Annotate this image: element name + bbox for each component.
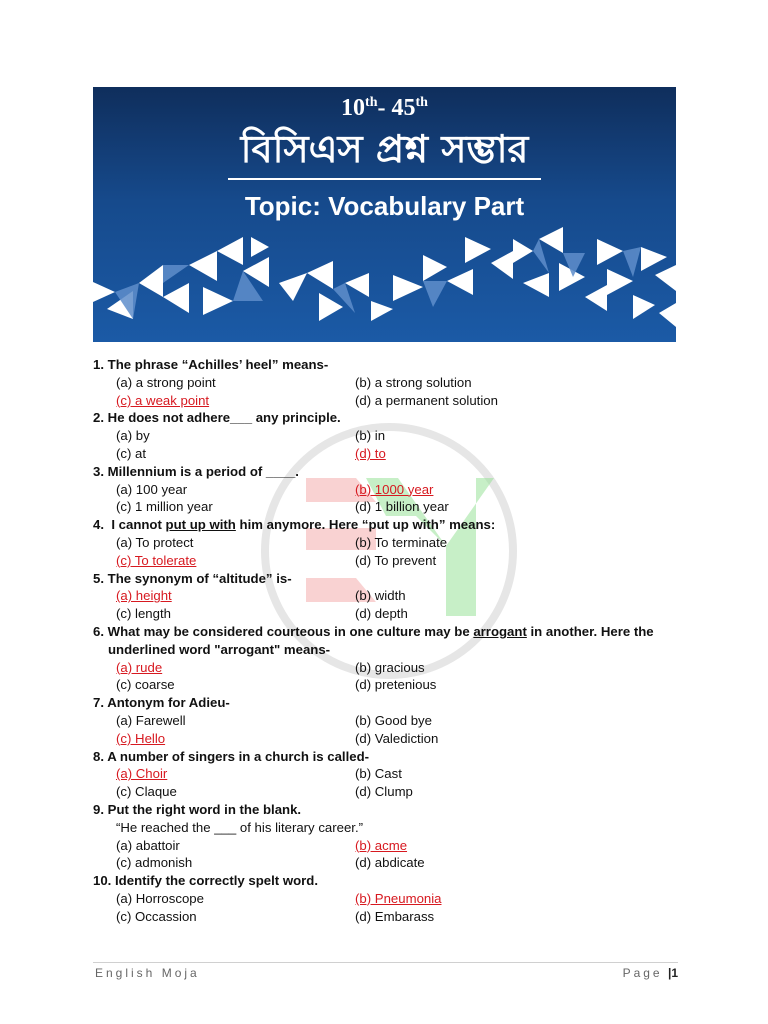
option: (d) pretenious	[355, 677, 437, 693]
option-grid	[93, 427, 693, 463]
option: (c) admonish	[116, 855, 193, 871]
option: (c) Claque	[116, 784, 177, 800]
option: (a) To protect	[116, 534, 194, 550]
question-item	[93, 872, 693, 925]
correct-option: (a) Choir	[116, 766, 168, 782]
question-text: 4. I cannot put up with him anymore. Here “put up with” means:	[93, 517, 496, 533]
option: (b) width	[355, 588, 406, 604]
correct-option: (b) Pneumonia	[355, 890, 442, 906]
question-item	[93, 463, 693, 516]
option: (d) abdicate	[355, 855, 425, 871]
option-grid	[93, 534, 693, 570]
option: (d) depth	[355, 606, 408, 622]
option: (b) Good bye	[355, 712, 432, 728]
option: (a) abattoir	[116, 837, 180, 853]
correct-option: (c) Hello	[116, 730, 166, 746]
option: (c) length	[116, 606, 171, 622]
option-grid	[93, 659, 693, 695]
question-text: 7. Antonym for Adieu-	[93, 695, 230, 711]
option: (c) coarse	[116, 677, 175, 693]
option: (d) 1 billion year	[355, 499, 449, 515]
question-item	[93, 694, 693, 747]
option: (c) at	[116, 445, 147, 461]
option-grid	[93, 837, 693, 873]
option: (a) Farewell	[116, 712, 186, 728]
correct-option: (c) To tolerate	[116, 552, 197, 568]
option: (b) To terminate	[355, 534, 448, 550]
question-item	[93, 570, 693, 623]
title-underline	[228, 178, 541, 180]
correct-option: (d) to	[355, 445, 386, 461]
option: (a) a strong point	[116, 374, 216, 390]
question-list	[93, 356, 693, 926]
option: (d) To prevent	[355, 552, 437, 568]
option: (a) 100 year	[116, 481, 188, 497]
exam-range: 10th- 45th	[341, 95, 428, 121]
question-text: 3. Millennium is a period of ____.	[93, 463, 299, 479]
page-number: Page |1	[622, 966, 678, 980]
option: (b) a strong solution	[355, 374, 472, 390]
question-quote: “He reached the ___ of his literary career.”	[116, 819, 364, 835]
question-text: 9. Put the right word in the blank.	[93, 801, 302, 817]
option: (c) Occassion	[116, 908, 197, 924]
correct-option: (b) 1000 year	[355, 481, 434, 497]
correct-option: (c) a weak point	[116, 392, 210, 408]
question-item	[93, 801, 693, 872]
question-text-continued: underlined word "arrogant" means-	[108, 641, 331, 657]
option: (c) 1 million year	[116, 499, 213, 515]
banner-title: বিসিএস প্রশ্ন সম্ভার	[240, 127, 529, 171]
question-item	[93, 748, 693, 801]
correct-option: (a) height	[116, 588, 172, 604]
question-text: 1. The phrase “Achilles’ heel” means-	[93, 357, 329, 372]
option: (a) by	[116, 428, 150, 444]
topic-heading: Topic: Vocabulary Part	[244, 191, 525, 221]
correct-option: (b) acme	[355, 837, 408, 853]
option-grid	[93, 587, 693, 623]
question-item	[93, 623, 693, 694]
option: (a) Horroscope	[116, 890, 204, 906]
correct-option: (a) rude	[116, 659, 163, 675]
question-text: 10. Identify the correctly spelt word.	[93, 873, 318, 889]
option: (b) gracious	[355, 659, 425, 675]
question-text: 2. He does not adhere___ any principle.	[93, 410, 341, 426]
question-text: 5. The synonym of “altitude” is-	[93, 570, 292, 586]
question-text: 6. What may be considered courteous in one culture may be arrogant in another. Here the	[93, 623, 654, 639]
question-item	[93, 409, 693, 462]
footer-brand: English Moja	[95, 966, 200, 980]
option-grid	[93, 890, 693, 926]
option: (d) Clump	[355, 784, 413, 800]
option: (d) Valediction	[355, 730, 439, 746]
option-grid	[93, 374, 693, 410]
footer-divider	[93, 962, 678, 963]
option-grid	[93, 712, 693, 748]
option: (b) Cast	[355, 766, 402, 782]
underlined-phrase: put up with	[165, 517, 236, 533]
option-grid	[93, 481, 693, 517]
question-item	[93, 516, 693, 569]
option: (d) Embarass	[355, 908, 435, 924]
option-grid	[93, 765, 693, 801]
underlined-word: arrogant	[473, 623, 527, 639]
header-banner	[93, 87, 676, 342]
option: (d) a permanent solution	[355, 392, 498, 408]
question-text: 8. A number of singers in a church is called-	[93, 748, 370, 764]
option: (b) in	[355, 428, 386, 444]
question-item	[93, 356, 693, 409]
